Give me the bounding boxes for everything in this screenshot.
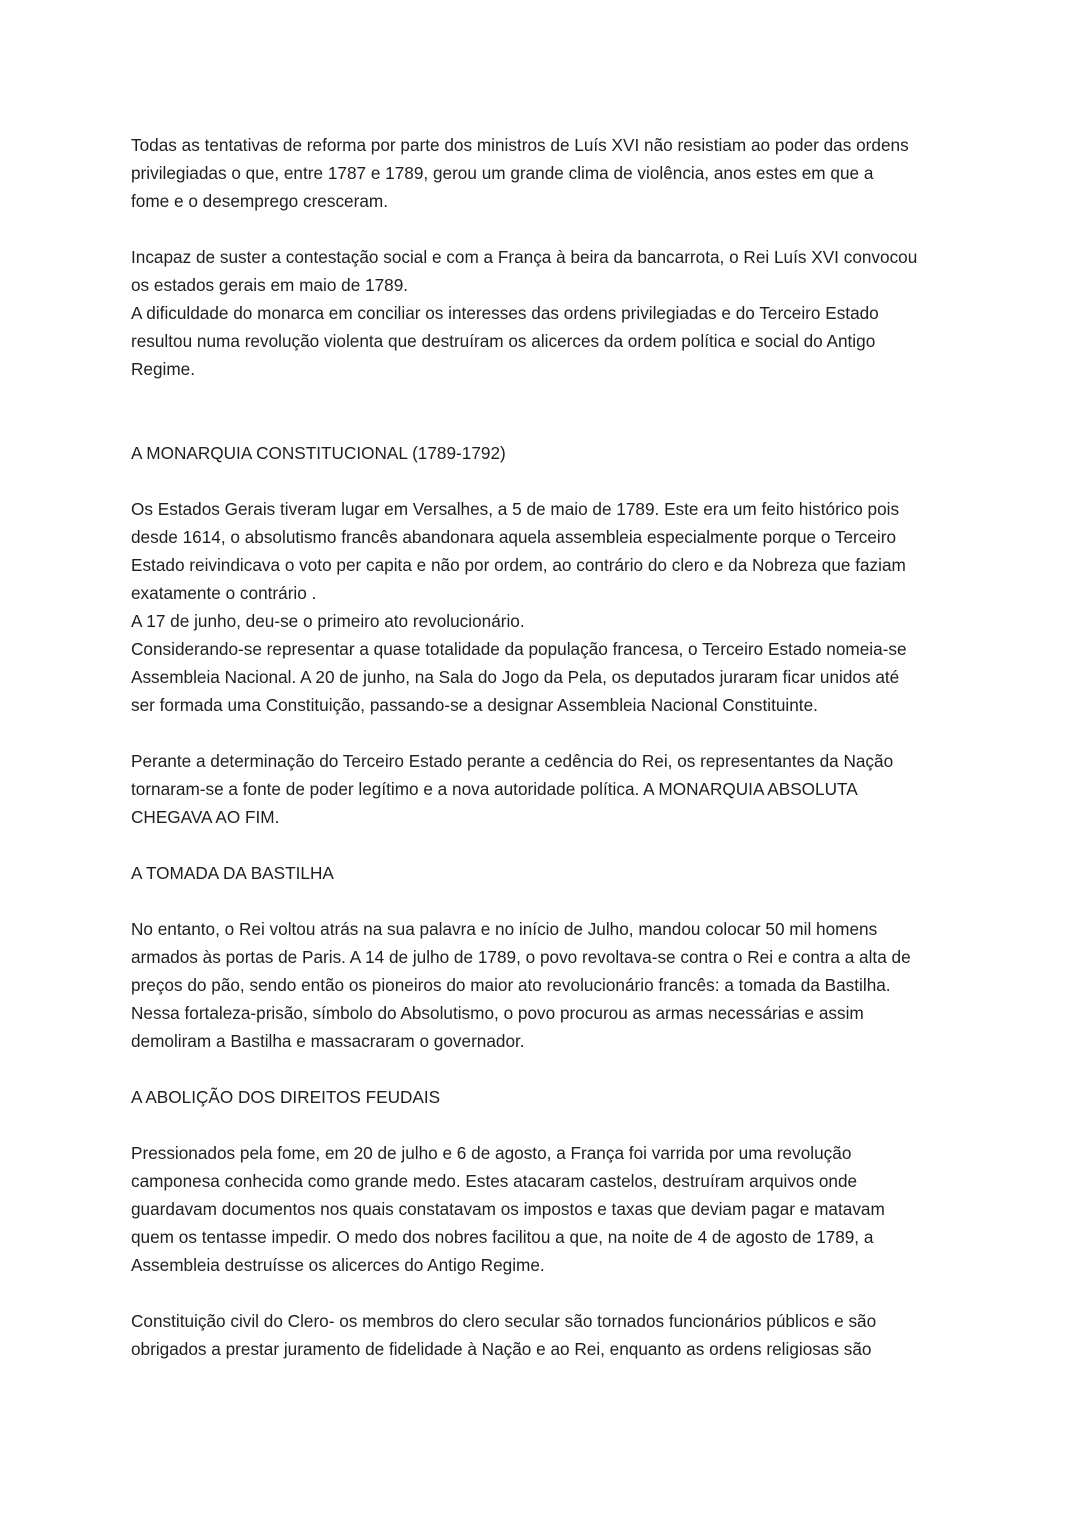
text-line: ser formada uma Constituição, passando-se a designar Assembleia Nacional Constituinte. [131,695,818,715]
text-line: resultou numa revolução violenta que destruíram os alicerces da ordem política e social do Antigo [131,331,876,351]
section-heading: A ABOLIÇÃO DOS DIREITOS FEUDAIS [131,1087,441,1107]
text-line: os estados gerais em maio de 1789. [131,275,409,295]
text-line: Incapaz de suster a contestação social e com a França à beira da bancarrota, o Rei Luís XVI convocou [131,247,918,267]
paragraph-reform-attempts [131,131,961,215]
text-line: A dificuldade do monarca em conciliar os interesses das ordens privilegiadas e do Terceiro Estado [131,303,879,323]
text-line: Assembleia Nacional. A 20 de junho, na Sala do Jogo da Pela, os deputados juraram ficar unidos até [131,667,900,687]
document-body [131,131,961,1363]
heading-storming-of-bastille [131,859,961,887]
paragraph-end-of-absolute-monarchy [131,747,961,831]
text-line: CHEGAVA AO FIM. [131,807,280,827]
text-line: obrigados a prestar juramento de fidelidade à Nação e ao Rei, enquanto as ordens religiosas são [131,1339,872,1359]
section-heading: A MONARQUIA CONSTITUCIONAL (1789-1792) [131,443,506,463]
text-line: camponesa conhecida como grande medo. Estes atacaram castelos, destruíram arquivos onde [131,1171,858,1191]
text-line: Estado reivindicava o voto per capita e não por ordem, ao contrário do clero e da Nobreza que faziam [131,555,906,575]
paragraph-great-fear [131,1139,961,1279]
text-line: armados às portas de Paris. A 14 de julho de 1789, o povo revoltava-se contra o Rei e contra a alta de [131,947,911,967]
text-line: demoliram a Bastilha e massacraram o governador. [131,1031,525,1051]
paragraph-civil-constitution-clergy [131,1307,961,1363]
text-line: desde 1614, o absolutismo francês abandonara aquela assembleia especialmente porque o Terceiro [131,527,897,547]
text-line: Nessa fortaleza-prisão, símbolo do Absolutismo, o povo procurou as armas necessárias e assim [131,1003,864,1023]
text-line: exatamente o contrário . [131,583,317,603]
text-line: fome e o desemprego cresceram. [131,191,388,211]
paragraph-estates-general-convened [131,243,961,383]
paragraph-estates-general [131,495,961,719]
text-line: preços do pão, sendo então os pioneiros do maior ato revolucionário francês: a tomada da Bastilha. [131,975,891,995]
text-line: Assembleia destruísse os alicerces do Antigo Regime. [131,1255,545,1275]
text-line: tornaram-se a fonte de poder legítimo e a nova autoridade política. A MONARQUIA ABSOLUTA [131,779,858,799]
text-line: Constituição civil do Clero- os membros do clero secular são tornados funcionários públicos e são [131,1311,877,1331]
text-line: Os Estados Gerais tiveram lugar em Versalhes, a 5 de maio de 1789. Este era um feito histórico pois [131,499,900,519]
paragraph-bastille [131,915,961,1055]
text-line: quem os tentasse impedir. O medo dos nobres facilitou a que, na noite de 4 de agosto de 1789, a [131,1227,874,1247]
text-line: Considerando-se representar a quase totalidade da população francesa, o Terceiro Estado nomeia-se [131,639,907,659]
text-line: Regime. [131,359,195,379]
text-line: Pressionados pela fome, em 20 de julho e 6 de agosto, a França foi varrida por uma revolução [131,1143,852,1163]
section-heading: A TOMADA DA BASTILHA [131,863,334,883]
text-line: A 17 de junho, deu-se o primeiro ato revolucionário. [131,611,525,631]
text-line: privilegiadas o que, entre 1787 e 1789, gerou um grande clima de violência, anos estes em que a [131,163,874,183]
text-line: Todas as tentativas de reforma por parte dos ministros de Luís XVI não resistiam ao poder das ordens [131,135,909,155]
text-line: No entanto, o Rei voltou atrás na sua palavra e no início de Julho, mandou colocar 50 mil homens [131,919,878,939]
heading-abolition-feudal-rights [131,1083,961,1111]
text-line: guardavam documentos nos quais constatavam os impostos e taxas que deviam pagar e matavam [131,1199,885,1219]
text-line: Perante a determinação do Terceiro Estado perante a cedência do Rei, os representantes da Nação [131,751,894,771]
heading-constitutional-monarchy [131,439,961,467]
